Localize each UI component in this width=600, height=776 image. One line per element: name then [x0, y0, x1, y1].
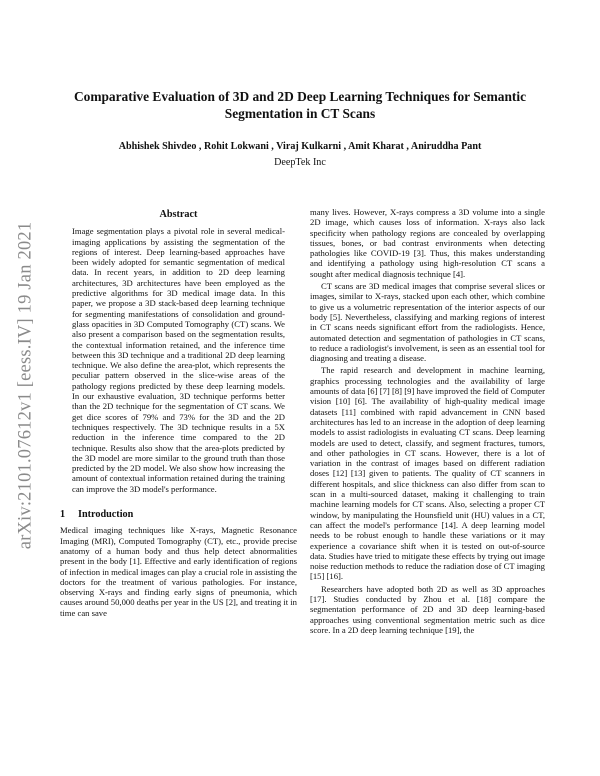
left-column	[60, 210, 297, 618]
arxiv-stamp: arXiv:2101.07612v1 [eess.IV] 19 Jan 2021	[15, 221, 36, 549]
author-list: Abhishek Shivdeo , Rohit Lokwani , Viraj Kulkarni , Amit Kharat , Aniruddha Pant	[118, 141, 482, 152]
intro-paragraph-3: CT scans are 3D medical images that comprise several slices or images, similar to X-rays, stacked upon each other, which combine to give us a volumetric representation of the interior aspects of our body [5]. Nevertheless, classifying and marking regions of interest in CT scans needs significant effort from the radiologists. Hence, automated detection and segmentation of pathologies in CT scans, to reduce a radiologist's involvement, is seen as an essential tool for diagnosing and treating a disease.	[310, 281, 545, 364]
section-heading-introduction	[60, 510, 297, 520]
section-number: 1	[60, 509, 66, 521]
intro-paragraph-5: Researchers have adopted both 2D as well as 3D approaches [17]. Studies conducted by Zhou et al. [18] compare the segmentation performance of 2D and 3D deep learning-based approaches using conventional segmentation metric such as dice score. In a 2D deep learning technique [19], the	[310, 583, 545, 635]
right-column	[310, 207, 545, 635]
intro-paragraph-2: many lives. However, X-rays compress a 3D volume into a single 2D image, which causes loss of information. X-rays also lack specificity when pathology regions are concealed by overlapping tissues, bones, or bad contrast environments when detecting pathologies like COVID-19 [3]. Thus, this makes understanding and identifying a pathology using high-resolution CT scans a sought after medical diagnosis technique [4].	[310, 207, 545, 279]
intro-paragraph-4: The rapid research and development in machine learning, graphics processing technologies and the availability of large amounts of data [6] [7] [8] [9] have improved the field of Computer vision [10] [6]. The availability of high-quality medical image datasets [11] combined with rapid advancement in CNN based architectures has led to an increase in the adoption of deep learning models to assist radiologists in evaluating CT scans. Deep learning models are used to detect, classify, and segment fractures, tumors, and other pathologies in CT scans. However, there is a lot of variation in the contrast of images based on different radiation doses [12] [13] given to patients. The quality of CT scanners in different hospitals, and slice thickness can also differ from scan to scan in a multi-sourced dataset, making it challenging to train machine learning models for CT scans. Also, selecting a proper CT window, by manipulating the Hounsfield unit (HU) values in a CT, can affect the model's performance [14]. A deep learning model needs to be robust enough to handle these variations or it may experience a covariance shift when it is tested on out-of-source data. Studies have tried to mitigate these effects by trying out image noise reduction methods to reduce the radiation dose of CT imaging [15] [16].	[310, 365, 545, 582]
affiliation: DeepTek Inc	[274, 157, 326, 168]
abstract-body: Image segmentation plays a pivotal role in several medical-imaging applications by assisting the segmentation of the regions of interest. Deep learning-based approaches have been widely adopted for semantic segmentation of medical data. In recent years, in addition to 2D deep learning architectures, 3D architectures have been employed as the predictive algorithms for 3D medical image data. In this paper, we propose a 3D stack-based deep learning technique for segmenting manifestations of consolidation and ground-glass opacities in 3D Computed Tomography (CT) scans. We also present a comparison based on the segmentation results, the contextual information retained, and the inference time between this 3D technique and a traditional 2D deep learning technique. We also define the area-plot, which represents the peculiar pattern observed in the slice-wise areas of the pathology regions predicted by these deep learning models. In our exhaustive evaluation, 3D technique performs better than the 2D technique for the segmentation of CT scans. We get dice scores of 79% and 73% for the 3D and the 2D techniques respectively. The 3D technique results in a 5X reduction in the inference time compared to the 2D technique. Results also show that the area-plots predicted by the 3D model are more similar to the ground truth than those predicted by the 2D model. We also show how increasing the amount of contextual information retained during the training can improve the 3D model's performance.	[72, 226, 285, 494]
paper-title: Comparative Evaluation of 3D and 2D Deep Learning Techniques for Semantic Segmentation in CT Scans	[73, 89, 527, 121]
intro-paragraph-1: Medical imaging techniques like X-rays, Magnetic Resonance Imaging (MRI), Computed Tomography (CT), etc., provide precise anatomy of a human body and thus help detect abnormalities present in the body [1]. Effective and early identification of regions of infection in medical images can play a crucial role in assisting the doctors for the treatment of various pathologies. For instance, observing X-rays and finding early signs of pneumonia, which causes around 50,000 deaths per year in the US [2], and treating it in time can save	[60, 525, 297, 618]
abstract-heading: Abstract	[159, 209, 198, 220]
section-title: Introduction	[78, 509, 134, 521]
arxiv-identifier-sidebar	[10, 190, 42, 580]
